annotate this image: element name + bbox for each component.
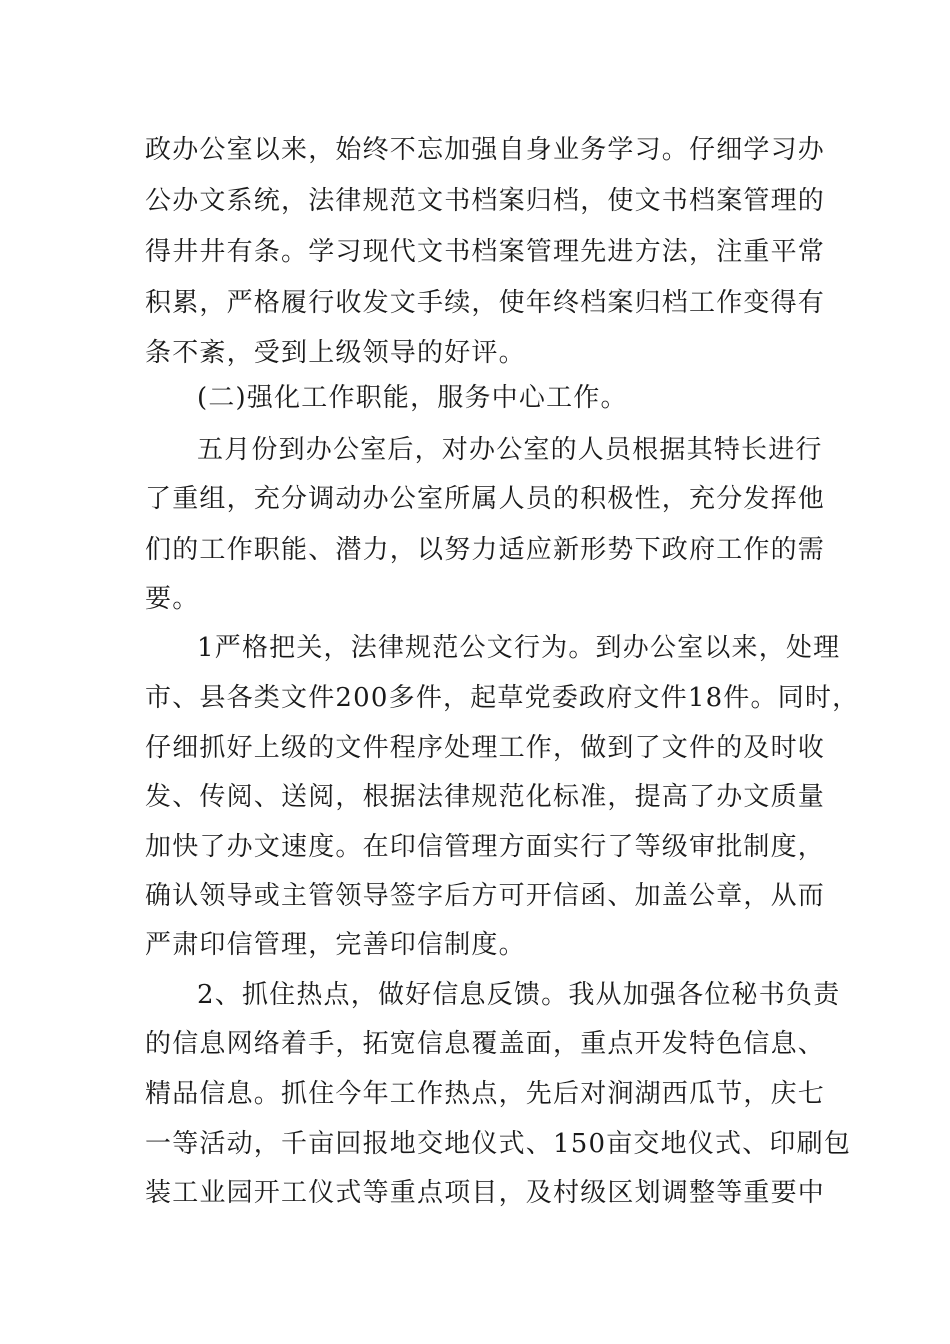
paragraph-line-13: 仔细抓好上级的文件程序处理工作，做到了文件的及时收	[145, 733, 826, 763]
paragraph-line-20: 精品信息。抓住今年工作热点，先后对涧湖西瓜节，庆七	[145, 1079, 826, 1109]
paragraph-line-9: 们的工作职能、潜力，以努力适应新形势下政府工作的需	[145, 535, 826, 565]
paragraph-line-7: 五月份到办公室后，对办公室的人员根据其特长进行	[197, 435, 823, 465]
paragraph-line-3: 得井井有条。学习现代文书档案管理先进方法，注重平常	[145, 237, 826, 267]
paragraph-line-17: 严肃印信管理，完善印信制度。	[145, 930, 526, 960]
paragraph-line-15: 加快了办文速度。在印信管理方面实行了等级审批制度，	[145, 832, 826, 862]
paragraph-line-2: 公办文系统，法律规范文书档案归档，使文书档案管理的	[145, 186, 826, 216]
paragraph-line-5: 条不紊，受到上级领导的好评。	[145, 338, 526, 368]
paragraph-line-19: 的信息网络着手，拓宽信息覆盖面，重点开发特色信息、	[145, 1029, 826, 1059]
paragraph-line-14: 发、传阅、送阅，根据法律规范化标准，提高了办文质量	[145, 782, 826, 812]
paragraph-line-16: 确认领导或主管领导签字后方可开信函、加盖公章，从而	[145, 881, 826, 911]
section-heading: (二)强化工作职能，服务中心工作。	[197, 383, 628, 413]
paragraph-line-22: 装工业园开工仪式等重点项目，及村级区划调整等重要中	[145, 1178, 826, 1208]
paragraph-line-11: 1严格把关，法律规范公文行为。到办公室以来，处理	[197, 633, 841, 663]
paragraph-line-4: 积累，严格履行收发文手续，使年终档案归档工作变得有	[145, 288, 826, 318]
paragraph-line-12: 市、县各类文件200多件，起草党委政府文件18件。同时，	[145, 683, 860, 713]
paragraph-line-21: 一等活动，千亩回报地交地仪式、150亩交地仪式、印刷包	[145, 1129, 852, 1159]
paragraph-line-8: 了重组，充分调动办公室所属人员的积极性，充分发挥他	[145, 484, 826, 514]
paragraph-line-18: 2、抓住热点，做好信息反馈。我从加强各位秘书负责	[197, 980, 841, 1010]
paragraph-line-10: 要。	[145, 584, 200, 614]
paragraph-line-1: 政办公室以来，始终不忘加强自身业务学习。仔细学习办	[145, 135, 826, 165]
